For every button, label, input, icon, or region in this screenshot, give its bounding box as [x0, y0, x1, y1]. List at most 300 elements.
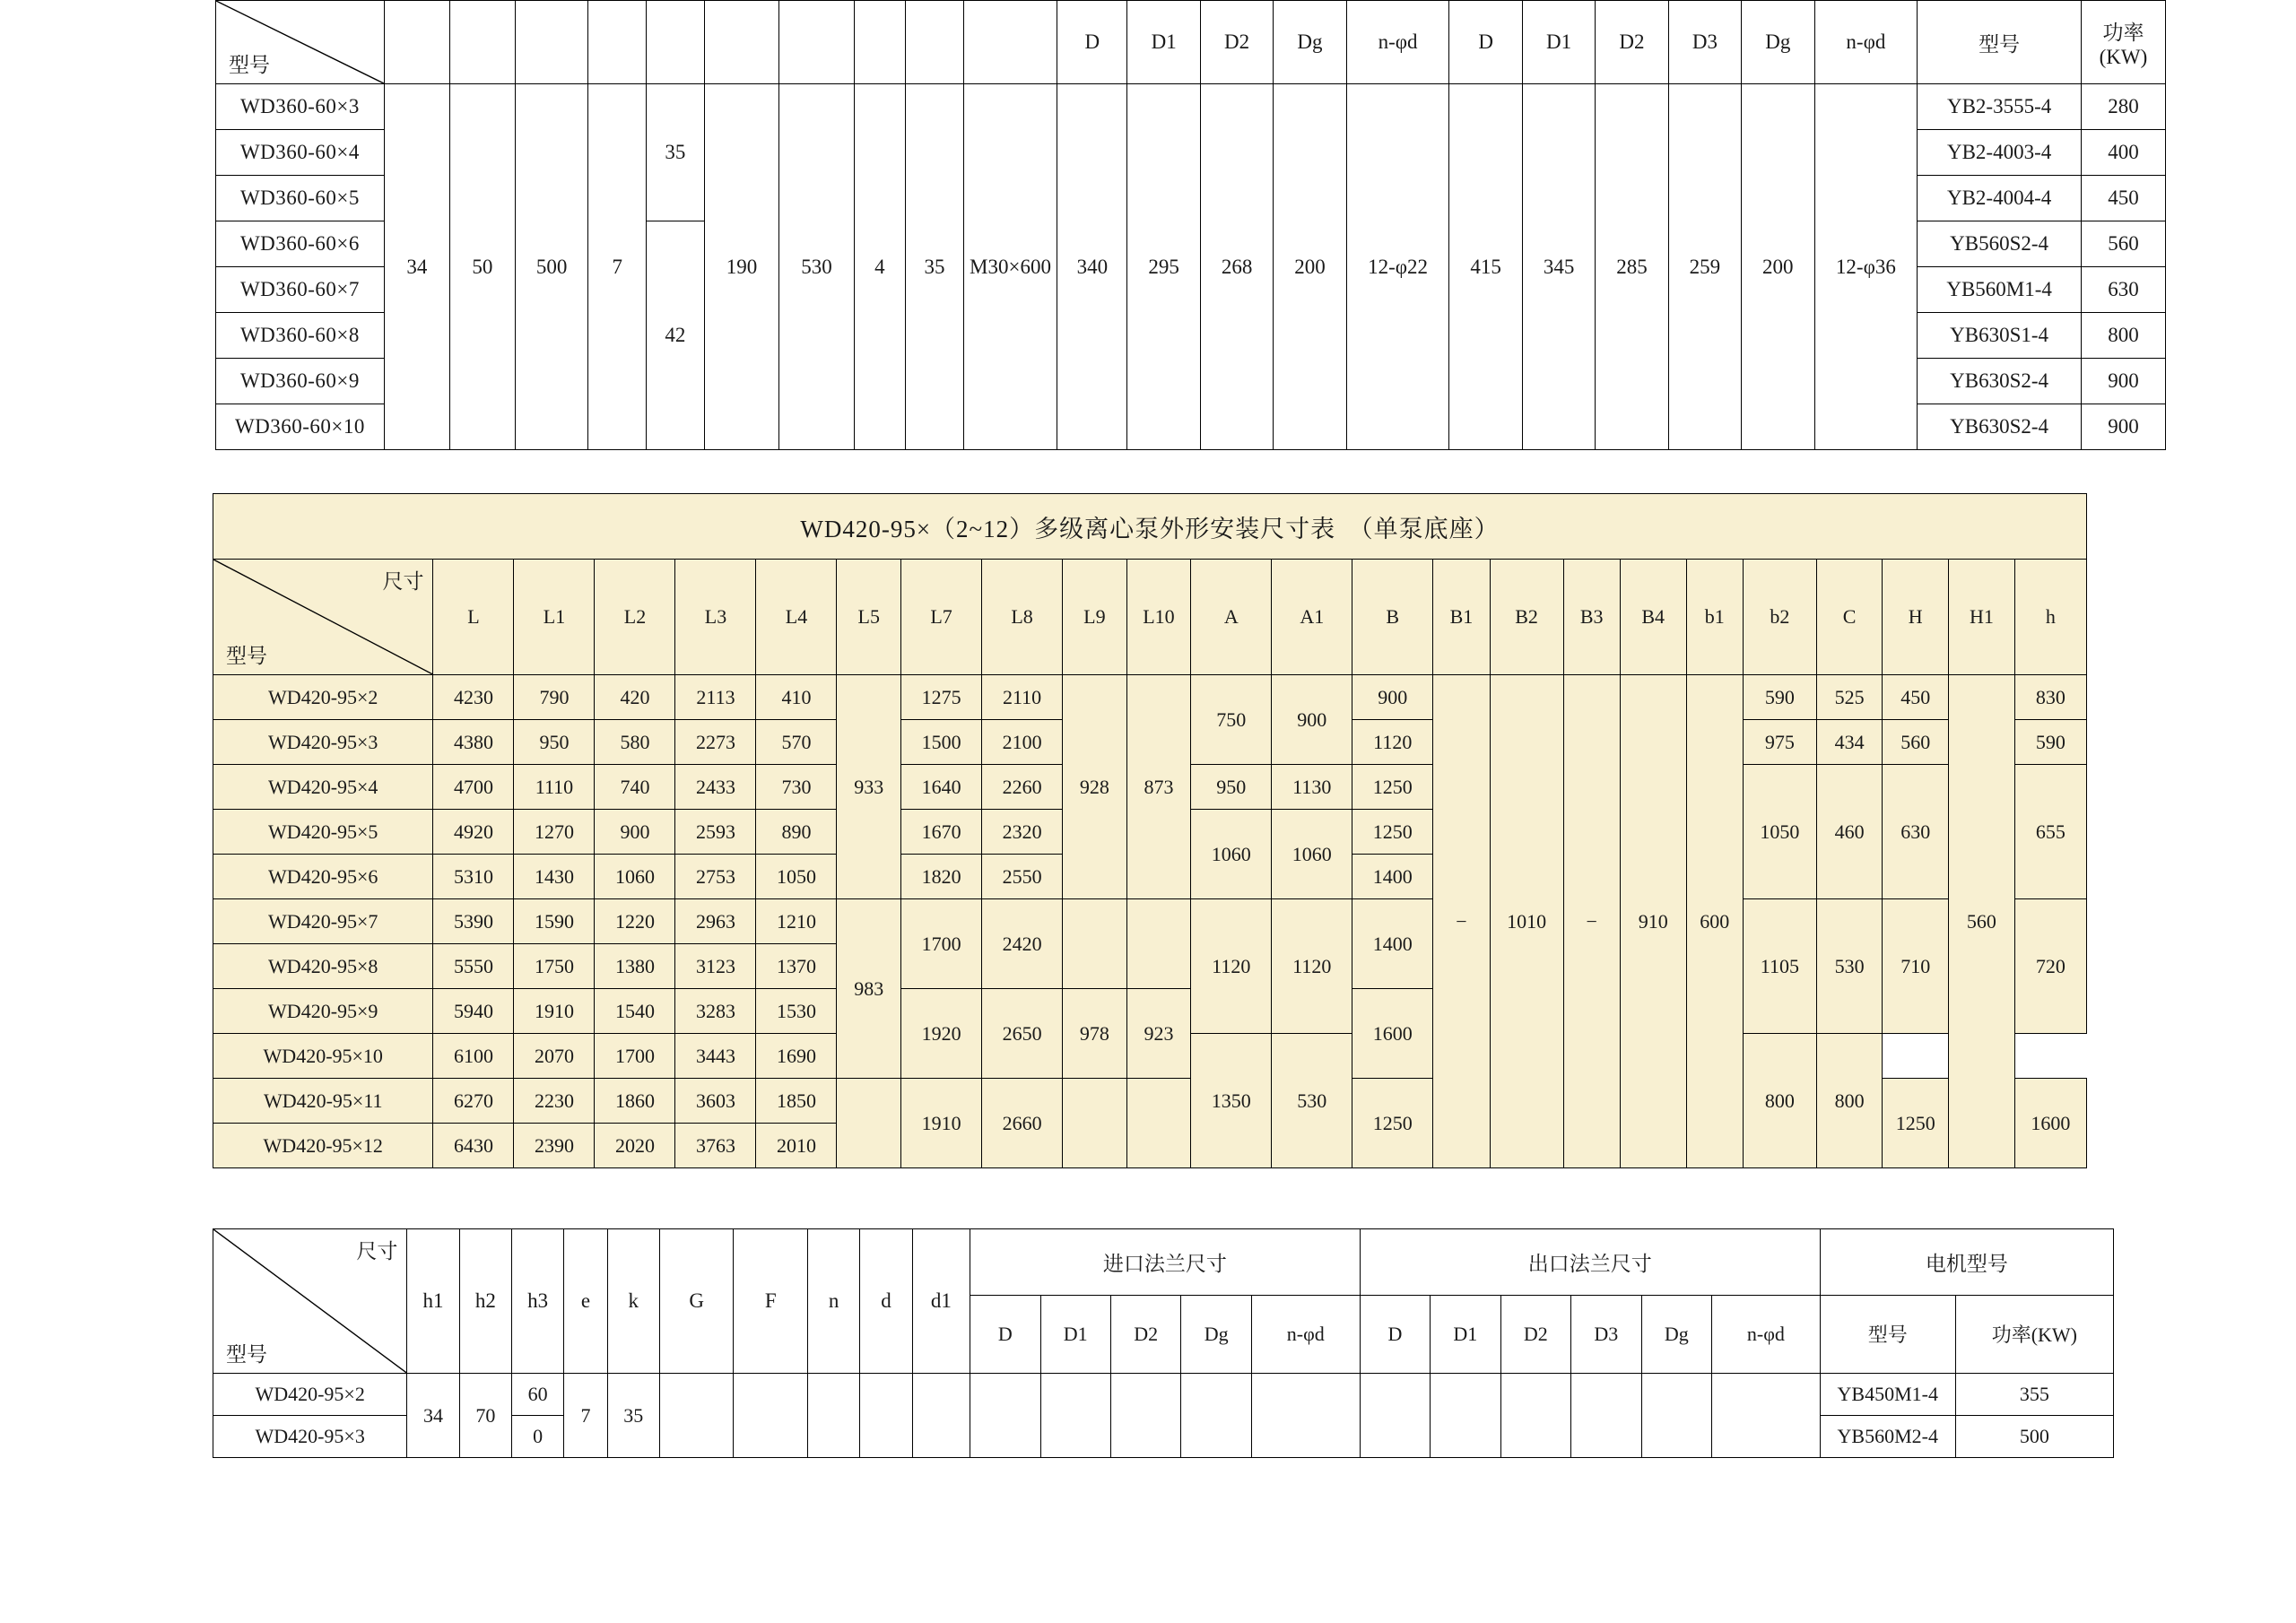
t3-outlet-D3-header: D3	[1571, 1295, 1641, 1373]
t2-L1-1: 950	[514, 720, 595, 765]
t2-L9-bottom: 978	[1063, 989, 1127, 1079]
t2-L2-0: 420	[595, 675, 675, 720]
table-row	[213, 1374, 2114, 1416]
t1-blank-k	[647, 1, 705, 84]
t3-inlet-D-header: D	[970, 1295, 1040, 1373]
t3-inlet-D1	[1040, 1374, 1110, 1458]
t2-L5-bottom: 983	[837, 899, 901, 1079]
t2-B-8: 1600	[2014, 1079, 2086, 1168]
t1-header-inlet-D2: D2	[1200, 1, 1273, 84]
t2-B1: −	[1433, 675, 1490, 1168]
t1-motor-power-4: 630	[2081, 267, 2165, 313]
t2-corner-header	[213, 560, 433, 675]
t2-L4-8: 1690	[756, 1034, 837, 1079]
t2-A1-1: 900	[1272, 675, 1352, 765]
t3-outlet-Dg-header: Dg	[1641, 1295, 1711, 1373]
t1-motor-model-4: YB560M1-4	[1918, 267, 2082, 313]
t2-H-4: 710	[1883, 899, 1949, 1034]
t3-header-F: F	[734, 1229, 808, 1374]
t1-F: 530	[779, 84, 854, 450]
t3-outlet-D2-header: D2	[1500, 1295, 1570, 1373]
t3-corner-top-label: 尺寸	[356, 1240, 398, 1263]
t1-header-inlet-D: D	[1057, 1, 1127, 84]
t1-motor-model-6: YB630S2-4	[1918, 359, 2082, 404]
t1-blank-h2	[449, 1, 515, 84]
t1-blank-d	[906, 1, 964, 84]
t1-outlet-D3: 259	[1668, 84, 1741, 450]
t1-model-0: WD360-60×3	[216, 84, 385, 130]
t3-group-motor: 电机型号	[1820, 1229, 2113, 1296]
t2-L-7: 5940	[433, 989, 514, 1034]
t1-outlet-Dg: 200	[1742, 84, 1814, 450]
t3-motor-model-0: YB450M1-4	[1820, 1374, 1955, 1416]
t2-L2-5: 1220	[595, 899, 675, 944]
t3-k: 35	[607, 1374, 659, 1458]
t2-L2-1: 580	[595, 720, 675, 765]
t2-L1-9: 2230	[514, 1079, 595, 1124]
t2-L1-3: 1270	[514, 810, 595, 855]
t1-motor-model-3: YB560S2-4	[1918, 221, 2082, 267]
t2-L7-4: 1820	[901, 855, 982, 899]
t3-outlet-D3	[1571, 1374, 1641, 1458]
t1-header-outlet-D3: D3	[1668, 1, 1741, 84]
t2-L7-5: 1700	[901, 899, 982, 989]
t2-L7-2: 1640	[901, 765, 982, 810]
table-row	[213, 899, 2087, 944]
t1-blank-d1	[963, 1, 1057, 84]
t3-group-inlet: 进口法兰尺寸	[970, 1229, 1361, 1296]
t2-model-8: WD420-95×10	[213, 1034, 433, 1079]
t1-inlet-D: 340	[1057, 84, 1127, 450]
t2-C-4: 530	[1816, 899, 1883, 1034]
t1-outlet-D1: 345	[1522, 84, 1595, 450]
t3-header-G: G	[659, 1229, 734, 1374]
t3-G	[659, 1374, 734, 1458]
t2-L4-7: 1530	[756, 989, 837, 1034]
t2-B-2: 1120	[1352, 720, 1433, 765]
t2-B4: 910	[1620, 675, 1686, 1168]
t2-L-0: 4230	[433, 675, 514, 720]
t2-B-7: 1600	[1352, 989, 1433, 1079]
t3-header-h1: h1	[407, 1229, 459, 1374]
t2-L8-2: 2260	[982, 765, 1063, 810]
t2-header-b1: b1	[1686, 560, 1743, 675]
t2-C-1: 525	[1816, 675, 1883, 720]
t2-b2-4: 1105	[1743, 899, 1816, 1034]
t2-header-b2: b2	[1743, 560, 1816, 675]
t2-header-L8: L8	[982, 560, 1063, 675]
t1-header-inlet-D1: D1	[1127, 1, 1200, 84]
t2-B-6: 1400	[1352, 899, 1433, 989]
t2-L3-0: 2113	[675, 675, 756, 720]
t2-B-5: 1400	[1352, 855, 1433, 899]
t2-b2-5: 1350	[1191, 1034, 1272, 1168]
t1-header-motor-model: 型号	[1918, 1, 2082, 84]
t3-inlet-D2	[1110, 1374, 1180, 1458]
t1-header-outlet-D: D	[1449, 1, 1522, 84]
t2-b2-1: 590	[1743, 675, 1816, 720]
t3-header-e: e	[564, 1229, 607, 1374]
t2-header-A: A	[1191, 560, 1272, 675]
t1-header-outlet-nd: n-φd	[1814, 1, 1918, 84]
t2-A-3: 1060	[1191, 810, 1272, 899]
t3-inlet-Dg-header: Dg	[1181, 1295, 1251, 1373]
t3-outlet-D2	[1500, 1374, 1570, 1458]
t2-header-L2: L2	[595, 560, 675, 675]
t1-blank-G	[704, 1, 778, 84]
t1-power-line2: (KW)	[2099, 45, 2148, 68]
t2-header-L3: L3	[675, 560, 756, 675]
t2-H-5: 800	[1743, 1034, 1816, 1168]
t1-motor-model-1: YB2-4003-4	[1918, 130, 2082, 176]
t3-inlet-Dg	[1181, 1374, 1251, 1458]
t2-L4-0: 410	[756, 675, 837, 720]
t1-header-outlet-D1: D1	[1522, 1, 1595, 84]
t2-L2-6: 1380	[595, 944, 675, 989]
t1-n: 4	[854, 84, 905, 450]
t2-L10-bottom: 923	[1126, 989, 1191, 1079]
t2-header-C: C	[1816, 560, 1883, 675]
t3-header-h2: h2	[459, 1229, 511, 1374]
t2-h-2: 590	[2014, 720, 2086, 765]
t1-G: 190	[704, 84, 778, 450]
t2-L2-2: 740	[595, 765, 675, 810]
t2-header-L9: L9	[1063, 560, 1127, 675]
t1-motor-model-7: YB630S2-4	[1918, 404, 2082, 450]
t2-b2-3: 1050	[1743, 765, 1816, 899]
t1-inlet-nd: 12-φ22	[1346, 84, 1449, 450]
t2-h-4: 720	[2014, 899, 2086, 1034]
t2-H-1: 450	[1883, 675, 1949, 720]
t2-L-8: 6100	[433, 1034, 514, 1079]
t3-motor-power-1: 500	[1955, 1416, 2113, 1458]
t2-model-0: WD420-95×2	[213, 675, 433, 720]
t2-L7-9: 1910	[901, 1079, 982, 1168]
t2-b1: 600	[1686, 675, 1743, 1168]
t1-motor-model-0: YB2-3555-4	[1918, 84, 2082, 130]
t2-L2-9: 1860	[595, 1079, 675, 1124]
t2-L8-1: 2100	[982, 720, 1063, 765]
t3-inlet-nd	[1251, 1374, 1360, 1458]
t2-L4-4: 1050	[756, 855, 837, 899]
t2-A1-3: 1060	[1272, 810, 1352, 899]
t3-outlet-D1-header: D1	[1431, 1295, 1500, 1373]
t1-h2: 50	[449, 84, 515, 450]
t2-L1-2: 1110	[514, 765, 595, 810]
t3-F	[734, 1374, 808, 1458]
t2-header-L5: L5	[837, 560, 901, 675]
t2-L8-9: 2660	[982, 1079, 1063, 1168]
t2-header-h: h	[2014, 560, 2086, 675]
t3-corner-bottom-label: 型号	[226, 1343, 267, 1366]
table-wd420-dimensions	[213, 493, 2087, 1168]
t1-header-motor-power	[2081, 1, 2165, 84]
t2-model-5: WD420-95×7	[213, 899, 433, 944]
t2-L-4: 5310	[433, 855, 514, 899]
t1-model-7: WD360-60×10	[216, 404, 385, 450]
t3-outlet-D1	[1431, 1374, 1500, 1458]
t1-corner-header	[216, 1, 385, 84]
t2-A1-5: 1250	[1883, 1079, 1949, 1168]
t2-L2-10: 2020	[595, 1124, 675, 1168]
t2-L3-6: 3123	[675, 944, 756, 989]
t2-L1-10: 2390	[514, 1124, 595, 1168]
t2-L3-8: 3443	[675, 1034, 756, 1079]
t3-outlet-Dg	[1641, 1374, 1711, 1458]
t2-corner-bottom-label: 型号	[226, 645, 267, 667]
t1-d: 35	[906, 84, 964, 450]
t3-inlet-D2-header: D2	[1110, 1295, 1180, 1373]
t2-L4-9: 1850	[756, 1079, 837, 1124]
t2-b2-2: 975	[1743, 720, 1816, 765]
t1-corner-label: 型号	[229, 54, 270, 76]
t2-L3-1: 2273	[675, 720, 756, 765]
t2-H-2: 560	[1883, 720, 1949, 765]
t3-outlet-nd-header: n-φd	[1712, 1295, 1821, 1373]
t2-L3-9: 3603	[675, 1079, 756, 1124]
t2-H-3: 630	[1883, 765, 1949, 899]
t2-L3-2: 2433	[675, 765, 756, 810]
t3-model-0: WD420-95×2	[213, 1374, 407, 1416]
t2-L1-4: 1430	[514, 855, 595, 899]
t2-corner-top-label: 尺寸	[382, 570, 424, 593]
t2-B3: −	[1563, 675, 1620, 1168]
t2-L-1: 4380	[433, 720, 514, 765]
t3-e: 7	[564, 1374, 607, 1458]
t2-h-3: 655	[2014, 765, 2086, 899]
t2-model-7: WD420-95×9	[213, 989, 433, 1034]
t2-L8-7: 2650	[982, 989, 1063, 1079]
t2-H1: 560	[1949, 675, 2015, 1168]
t2-L3-5: 2963	[675, 899, 756, 944]
t1-model-5: WD360-60×8	[216, 313, 385, 359]
t2-L9-top: 928	[1063, 675, 1127, 899]
t2-L3-10: 3763	[675, 1124, 756, 1168]
t2-h-5: 800	[1816, 1034, 1883, 1168]
t1-power-line1: 功率	[2102, 21, 2144, 44]
t1-motor-power-0: 280	[2081, 84, 2165, 130]
t2-L2-7: 1540	[595, 989, 675, 1034]
t2-L5-blank	[837, 1079, 901, 1168]
t1-inlet-Dg: 200	[1274, 84, 1346, 450]
t1-header-inlet-nd: n-φd	[1346, 1, 1449, 84]
t2-header-B3: B3	[1563, 560, 1620, 675]
t2-L-5: 5390	[433, 899, 514, 944]
t2-L1-5: 1590	[514, 899, 595, 944]
t1-motor-model-5: YB630S1-4	[1918, 313, 2082, 359]
t1-outlet-D2: 285	[1596, 84, 1668, 450]
t1-e: 7	[588, 84, 647, 450]
t3-motor-model-header: 型号	[1820, 1295, 1955, 1373]
t1-motor-model-2: YB2-4004-4	[1918, 176, 2082, 221]
t1-motor-power-5: 800	[2081, 313, 2165, 359]
t1-blank-e	[588, 1, 647, 84]
t2-A-1: 750	[1191, 675, 1272, 765]
t2-L-2: 4700	[433, 765, 514, 810]
t2-L-3: 4920	[433, 810, 514, 855]
t2-header-H1: H1	[1949, 560, 2015, 675]
t2-L9-blank	[1063, 899, 1127, 989]
t2-model-4: WD420-95×6	[213, 855, 433, 899]
table-row	[213, 675, 2087, 720]
t3-outlet-D-header: D	[1360, 1295, 1430, 1373]
t1-inlet-D2: 268	[1200, 84, 1273, 450]
t3-model-1: WD420-95×3	[213, 1416, 407, 1458]
t1-model-3: WD360-60×6	[216, 221, 385, 267]
t3-h3-bottom: 0	[512, 1416, 564, 1458]
t2-title: WD420-95×（2~12）多级离心泵外形安装尺寸表 （单泵底座）	[213, 494, 2087, 560]
t2-L7-1: 1500	[901, 720, 982, 765]
t1-k-top: 35	[647, 84, 705, 221]
t3-h2: 70	[459, 1374, 511, 1458]
t2-L9-blank2	[1063, 1079, 1127, 1168]
t3-d1	[912, 1374, 970, 1458]
t3-header-k: k	[607, 1229, 659, 1374]
t2-header-L1: L1	[514, 560, 595, 675]
t2-L-10: 6430	[433, 1124, 514, 1168]
t2-L2-3: 900	[595, 810, 675, 855]
t2-L1-7: 1910	[514, 989, 595, 1034]
t3-corner-header	[213, 1229, 407, 1374]
t3-inlet-D1-header: D1	[1040, 1295, 1110, 1373]
t3-header-n: n	[807, 1229, 859, 1374]
t3-d	[860, 1374, 912, 1458]
t2-header-L10: L10	[1126, 560, 1191, 675]
t1-h3: 500	[515, 84, 587, 450]
t2-A1-4: 1120	[1272, 899, 1352, 1034]
t1-blank-F	[779, 1, 854, 84]
t3-n	[807, 1374, 859, 1458]
t2-L2-4: 1060	[595, 855, 675, 899]
t2-header-B: B	[1352, 560, 1433, 675]
t2-L7-0: 1275	[901, 675, 982, 720]
t2-L4-2: 730	[756, 765, 837, 810]
t1-model-4: WD360-60×7	[216, 267, 385, 313]
t2-L8-0: 2110	[982, 675, 1063, 720]
t2-B2: 1010	[1490, 675, 1563, 1168]
t3-h3-top: 60	[512, 1374, 564, 1416]
t2-L7-3: 1670	[901, 810, 982, 855]
t1-h1: 34	[384, 84, 449, 450]
t1-motor-power-3: 560	[2081, 221, 2165, 267]
table-wd420-flange-motor	[213, 1228, 2114, 1458]
t2-header-H: H	[1883, 560, 1949, 675]
t2-h-1: 830	[2014, 675, 2086, 720]
t2-L4-1: 570	[756, 720, 837, 765]
t2-header-L: L	[433, 560, 514, 675]
t2-B-4: 1250	[1352, 810, 1433, 855]
t3-motor-power-header: 功率(KW)	[1955, 1295, 2113, 1373]
t2-A-5: 1250	[1352, 1079, 1433, 1168]
t3-header-h3: h3	[512, 1229, 564, 1374]
t2-L4-3: 890	[756, 810, 837, 855]
t2-L8-4: 2550	[982, 855, 1063, 899]
t2-model-6: WD420-95×8	[213, 944, 433, 989]
t2-model-2: WD420-95×4	[213, 765, 433, 810]
t2-L3-7: 3283	[675, 989, 756, 1034]
t2-L10-top: 873	[1126, 675, 1191, 899]
t1-model-1: WD360-60×4	[216, 130, 385, 176]
t2-header-B2: B2	[1490, 560, 1563, 675]
t2-model-1: WD420-95×3	[213, 720, 433, 765]
t2-L5-top: 933	[837, 675, 901, 899]
table-wd360-dimensions	[215, 0, 2166, 450]
t1-header-outlet-D2: D2	[1596, 1, 1668, 84]
t1-header-outlet-Dg: Dg	[1742, 1, 1814, 84]
t3-header-d1: d1	[912, 1229, 970, 1374]
t3-outlet-nd	[1712, 1374, 1821, 1458]
t2-C-5: 530	[1272, 1034, 1352, 1168]
t2-header-L4: L4	[756, 560, 837, 675]
t3-inlet-nd-header: n-φd	[1251, 1295, 1360, 1373]
t2-L1-0: 790	[514, 675, 595, 720]
t1-blank-n	[854, 1, 905, 84]
t1-motor-power-7: 900	[2081, 404, 2165, 450]
t2-B-1: 900	[1352, 675, 1433, 720]
t2-B-3: 1250	[1352, 765, 1433, 810]
t2-C-3: 460	[1816, 765, 1883, 899]
t1-blank-h1	[384, 1, 449, 84]
t2-header-L7: L7	[901, 560, 982, 675]
t1-outlet-nd: 12-φ36	[1814, 84, 1918, 450]
t2-model-10: WD420-95×12	[213, 1124, 433, 1168]
t3-h1: 34	[407, 1374, 459, 1458]
t2-L7-7: 1920	[901, 989, 982, 1079]
t2-header-B4: B4	[1620, 560, 1686, 675]
t2-L8-3: 2320	[982, 810, 1063, 855]
t3-group-outlet: 出口法兰尺寸	[1360, 1229, 1820, 1296]
t2-C-2: 434	[1816, 720, 1883, 765]
t2-header-A1: A1	[1272, 560, 1352, 675]
t3-outlet-D	[1360, 1374, 1430, 1458]
t2-L4-5: 1210	[756, 899, 837, 944]
t1-inlet-D1: 295	[1127, 84, 1200, 450]
t2-model-3: WD420-95×5	[213, 810, 433, 855]
t1-k-bottom: 42	[647, 221, 705, 450]
t2-L-9: 6270	[433, 1079, 514, 1124]
t2-L10-blank	[1126, 899, 1191, 989]
t3-motor-power-0: 355	[1955, 1374, 2113, 1416]
t2-L1-8: 2070	[514, 1034, 595, 1079]
t2-L8-5: 2420	[982, 899, 1063, 989]
t1-header-inlet-Dg: Dg	[1274, 1, 1346, 84]
t1-model-6: WD360-60×9	[216, 359, 385, 404]
t2-A-2: 950	[1191, 765, 1272, 810]
t2-A1-2: 1130	[1272, 765, 1352, 810]
t2-L10-blank2	[1126, 1079, 1191, 1168]
t2-L3-4: 2753	[675, 855, 756, 899]
t3-motor-model-1: YB560M2-4	[1820, 1416, 1955, 1458]
t3-header-d: d	[860, 1229, 912, 1374]
t1-motor-power-6: 900	[2081, 359, 2165, 404]
t2-L3-3: 2593	[675, 810, 756, 855]
t2-L2-8: 1700	[595, 1034, 675, 1079]
t2-A-4: 1120	[1191, 899, 1272, 1034]
t2-header-B1: B1	[1433, 560, 1490, 675]
t2-model-9: WD420-95×11	[213, 1079, 433, 1124]
t3-inlet-D	[970, 1374, 1040, 1458]
t1-motor-power-1: 400	[2081, 130, 2165, 176]
t2-L4-6: 1370	[756, 944, 837, 989]
t1-d1: M30×600	[963, 84, 1057, 450]
t1-model-2: WD360-60×5	[216, 176, 385, 221]
t1-outlet-D: 415	[1449, 84, 1522, 450]
t2-L1-6: 1750	[514, 944, 595, 989]
t2-L4-10: 2010	[756, 1124, 837, 1168]
t1-motor-power-2: 450	[2081, 176, 2165, 221]
t1-blank-h3	[515, 1, 587, 84]
t2-L-6: 5550	[433, 944, 514, 989]
